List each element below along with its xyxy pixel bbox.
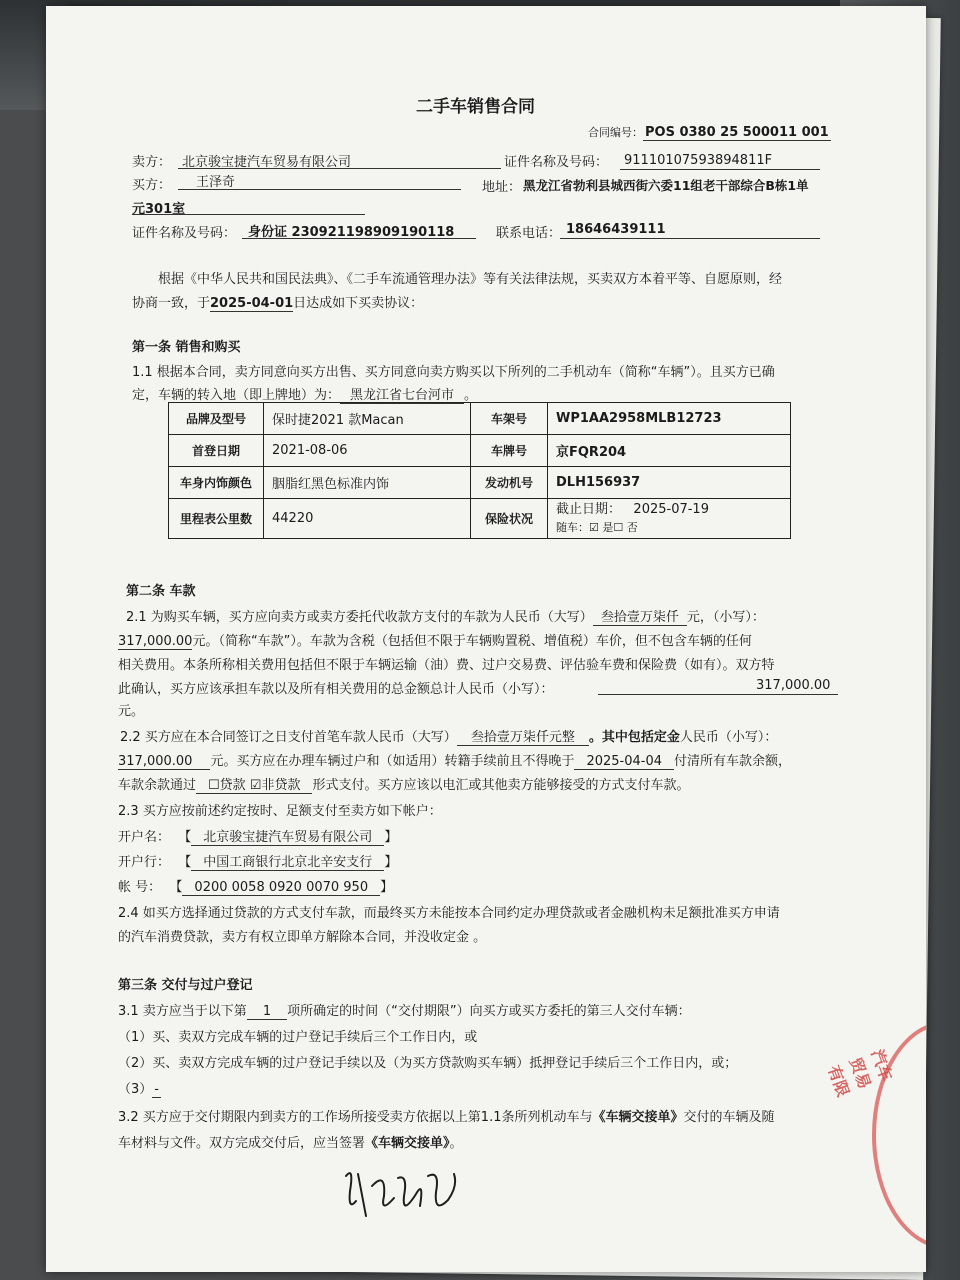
section1-p1-line2: 定，车辆的转入地（即上牌地）为： 黑龙江省七台河市 。 — [132, 384, 477, 404]
plate-label: 车牌号 — [471, 435, 548, 467]
preamble-line1: 根据《中华人民共和国民法典》、《二手车流通管理办法》等有关法律法规，买卖双方本着平等、自愿原则，经 — [158, 272, 783, 287]
seller-id-label: 证件名称及号码： — [504, 155, 609, 170]
seller-name: 北京骏宝捷汽车贸易有限公司 — [182, 155, 352, 170]
buyer-address-line2: 元301室 — [132, 202, 186, 217]
option-1: （1）买、卖双方完成车辆的过户登记手续后三个工作日内，或 — [118, 1030, 478, 1045]
p21-line5: 元。 — [118, 704, 145, 719]
section1-p1-line1: 1.1 根据本合同，卖方同意向买方出售、买方同意向卖方购买以下所列的二手机动车（简称“车辆”）。且买方已确 — [132, 365, 775, 380]
p22-line3: 车款余款通过 ☐贷款 ☑非贷款 形式支付。买方应该以电汇或其他卖方能够接受的方式支付车款。 — [118, 774, 689, 794]
p32-line2: 车材料与文件。双方完成交付后，应当签署《车辆交接单》。 — [118, 1136, 463, 1151]
color-label: 车身内饰颜色 — [169, 467, 264, 499]
reg-date-value: 2021-08-06 — [264, 435, 471, 467]
p24-line2: 的汽车消费贷款，卖方有权立即单方解除本合同，并没收定金 。 — [118, 930, 487, 945]
seal-text: 汽车贸易有限 — [824, 1047, 897, 1100]
p24-line1: 2.4 如买方选择通过贷款的方式支付车款，而最终买方未能按本合同约定办理贷款或者金融机构未足额批准买方申请 — [118, 906, 780, 921]
p21-line2: 317,000.00元。（简称“车款”）。车款为含税（包括但不限于车辆购置税、增值税）车价，但不包含车辆的任何 — [118, 634, 752, 649]
buyer-signature — [336, 1156, 476, 1226]
seller-id-value: 91110107593894811F — [624, 153, 773, 168]
p22-line2: 317,000.00 元。买方应在办理车辆过户和（如适用）转籍手续前且不得晚于 2025-04-04 付清所有车款余额， — [118, 754, 792, 769]
buyer-address-label: 地址： — [482, 180, 522, 195]
buyer-underline — [178, 189, 461, 190]
account-name-row: 开户名： 【 北京骏宝捷汽车贸易有限公司 】 — [118, 826, 397, 846]
contract-no: 合同编号： POS 0380 25 500011 001 — [588, 125, 829, 140]
mileage-label: 里程表公里数 — [169, 499, 264, 539]
option-2: （2）买、卖双方完成车辆的过户登记手续以及（为买方贷款购买车辆）抵押登记手续后三个工作日内，或； — [118, 1056, 738, 1071]
vehicle-table — [168, 402, 791, 539]
brand-value: 保时捷2021 款Macan — [264, 403, 471, 435]
reg-date-label: 首登日期 — [169, 435, 264, 467]
p32-line1: 3.2 买方应于交付期限内到卖方的工作场所接受卖方依据以上第1.1条所列机动车与《车辆交接单》交付的车辆及随 — [118, 1110, 775, 1125]
address-underline — [132, 214, 365, 215]
p23: 2.3 买方应按前述约定按时、足额支付至卖方如下帐户： — [118, 804, 442, 819]
table-row — [169, 403, 791, 435]
section3-heading: 第三条 交付与过户登记 — [118, 978, 253, 993]
p21-line3: 相关费用。本条所称相关费用包括但不限于车辆运输（油）费、过户交易费、评估验车费和保险费（如有）。双方特 — [118, 658, 775, 673]
seller-underline — [178, 168, 501, 169]
buyer-id-value: 身份证 230921198909190118 — [248, 225, 455, 240]
engine-value: DLH156937 — [548, 467, 791, 499]
engine-label: 发动机号 — [471, 467, 548, 499]
p21-line1: 2.1 为购买车辆，买方应向卖方或卖方委托代收款方支付的车款为人民币（大写） 叁拾壹万柒仟 元，（小写）： — [126, 606, 765, 626]
seller-label: 卖方： — [132, 155, 172, 170]
p21-total: 317,000.00 — [756, 678, 831, 693]
section2-heading: 第二条 车款 — [126, 584, 196, 599]
plate-value: 京FQR204 — [548, 435, 791, 467]
page-title: 二手车销售合同 — [416, 97, 535, 117]
vin-value: WP1AA2958MLB12723 — [548, 403, 791, 435]
color-value: 胭脂红黑色标准内饰 — [264, 467, 471, 499]
table-row — [169, 467, 791, 499]
table-row — [169, 499, 791, 539]
insurance-label: 保险状况 — [471, 499, 548, 539]
p21-total-underline — [598, 694, 838, 695]
buyer-phone-underline — [560, 238, 820, 239]
buyer-address-line1: 黑龙江省勃利县城西街六委11组老干部综合B栋1单 — [523, 178, 809, 193]
bank-row: 开户行： 【 中国工商银行北京北辛安支行 】 — [118, 851, 397, 871]
insurance-value: 截止日期： 2025-07-19 随车：☑ 是☐ 否 — [548, 499, 791, 539]
p22-line1: 2.2 买方应在本合同签订之日支付首笔车款人民币（大写） 叁拾壹万柒仟元整 。其中包括定金人民币（小写）： — [120, 726, 777, 746]
option-3: （3） - — [118, 1082, 159, 1097]
table-row — [169, 435, 791, 467]
buyer-id-underline — [242, 238, 476, 239]
preamble-line2: 协商一致，于2025-04-01日达成如下买卖协议： — [132, 296, 424, 311]
p31: 3.1 卖方应当于以下第 1 项所确定的时间（“交付期限”）向买方或买方委托的第三人交付车辆： — [118, 1004, 691, 1019]
seller-id-underline — [620, 169, 820, 170]
mileage-value: 44220 — [264, 499, 471, 539]
vin-label: 车架号 — [471, 403, 548, 435]
buyer-phone-label: 联系电话： — [496, 226, 562, 241]
buyer-name: 王泽奇 — [196, 175, 236, 190]
buyer-id-label: 证件名称及号码： — [132, 226, 237, 241]
buyer-label: 买方： — [132, 178, 172, 193]
buyer-phone: 18646439111 — [566, 222, 666, 237]
section1-heading: 第一条 销售和购买 — [132, 340, 241, 355]
brand-label: 品牌及型号 — [169, 403, 264, 435]
p21-line4: 此确认，买方应该承担车款以及所有相关费用的总金额总计人民币（小写）： — [118, 682, 554, 697]
contract-page — [46, 6, 926, 1272]
account-no-row: 帐 号： 【 0200 0058 0920 0070 950 】 — [118, 880, 394, 895]
